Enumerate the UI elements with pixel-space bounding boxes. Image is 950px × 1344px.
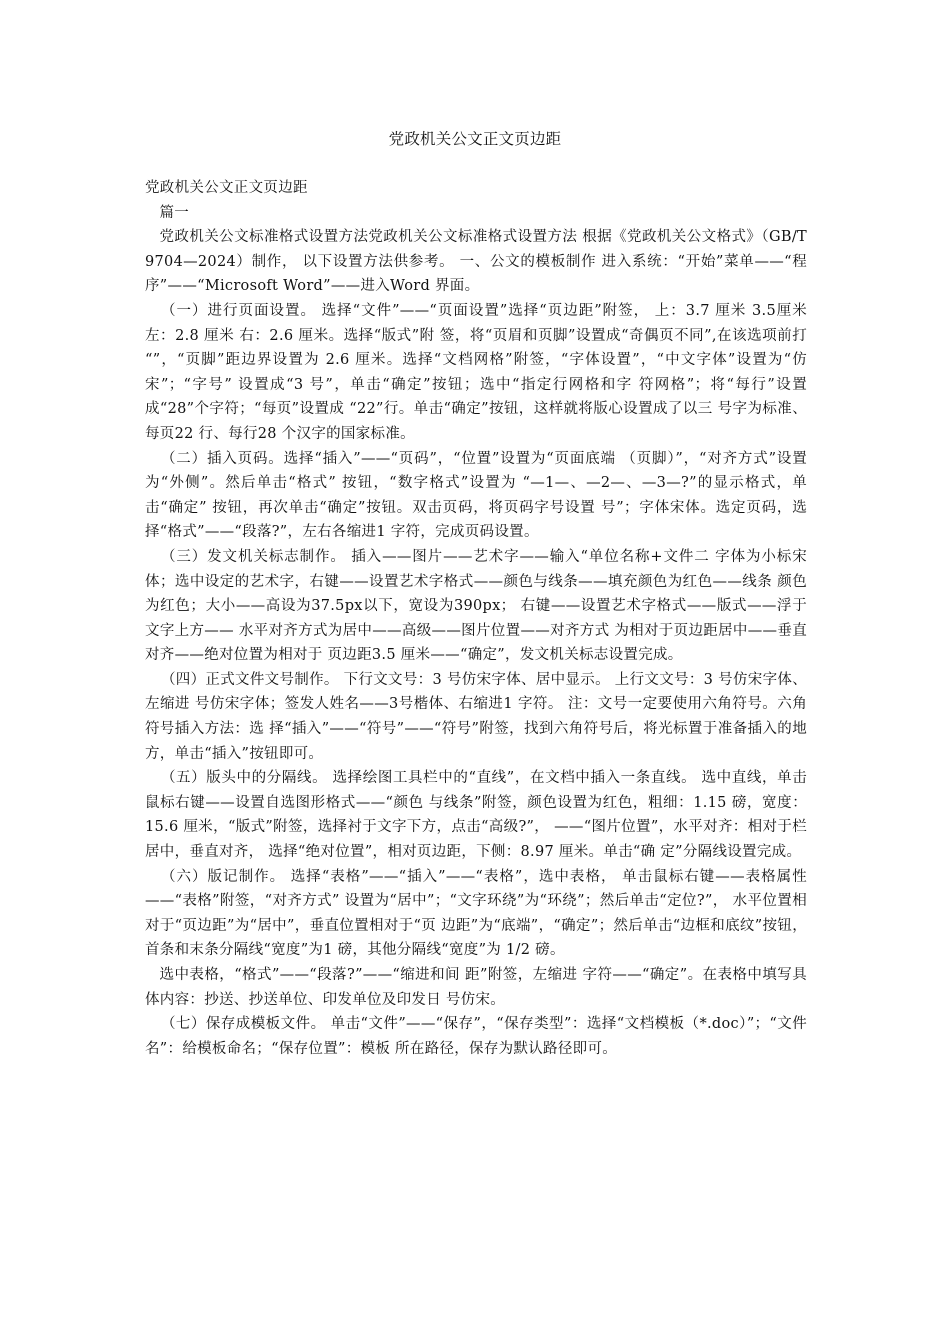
document-subtitle: 党政机关公文正文页边距 [145,180,308,196]
paragraph-save-template: （七）保存成模板文件。 单击“文件”——“保存”，“保存类型”：选择“文档模板（*.doc）”；“文件名”：给模板命名；“保存位置”：模板 所在路径，保存为默认路径即可。 [145,1016,807,1057]
part-label: 篇一 [159,204,190,221]
document-body [145,176,807,1061]
paragraph-intro: 党政机关公文标准格式设置方法党政机关公文标准格式设置方法 根据《党政机关公文格式》（GB/T 9704—2024）制作， 以下设置方法供参考。 一、公文的模板制作 进入系统：“开始”菜单——“程序”——“Microsoft Word”——进入Word 界面。 [145,229,807,295]
paragraph-separator-line: （五）版头中的分隔线。 选择绘图工具栏中的“直线”，在文档中插入一条直线。 选中直线，单击鼠标右键——设置自选图形格式——“颜色 与线条”附签，颜色设置为红色，粗细：1.15 磅，宽度：15.6 厘米，“版式”附签，选择衬于文字下方，点击“高级?”， ——“图片位置”，水平对齐：相对于栏居中，垂直对齐， 选择“绝对位置”，相对页边距，下侧：8.97 厘米。单击“确 定”分隔线设置完成。 [145,770,807,861]
paragraph-page-number: （二）插入页码。选择“插入”——“页码”，“位置”设置为“页面底端 （页脚）”，“对齐方式”设置为“外侧”。然后单击“格式” 按钮，“数字格式”设置为 “—1—、—2—、—3—?”的显示格式，单击“确定” 按钮，再次单击“确定”按钮。双击页码，将页码字号设置 号”；字体宋体。选定页码，选择“格式”——“段落?”，左右各缩进1 字符，完成页码设置。 [145,450,807,541]
paragraph-table-format: 选中表格，“格式”——“段落?”——“缩进和间 距”附签，左缩进 字符——“确定”。在表格中填写具体内容：抄送、抄送单位、印发单位及印发日 号仿宋。 [145,967,807,1008]
paragraph-document-number: （四）正式文件文号制作。 下行文文号：3 号仿宋字体、居中显示。 上行文文号：3 号仿宋字体、左缩进 号仿宋字体；签发人姓名——3号楷体、右缩进1 字符。 注：文号一定要使用六角符号。六角符号插入方法：选 择“插入”——“符号”——“符号”附签，找到六角符号后，将光标置于准备插入的地方，单击“插入”按钮即可。 [145,671,807,762]
paragraph-page-setup: （一）进行页面设置。 选择“文件”——“页面设置”选择“页边距”附签， 上：3.7 厘米 3.5厘米 左：2.8 厘米 右：2.6 厘米。选择“版式”附 签，将“页眉和页脚”设置成“奇偶页不同”,在该选项前打 “”，“页脚”距边界设置为 2.6 厘米。选择“文档网格”附签，“字体设置”，“中文字体”设置为“仿宋”；“字号” 设置成“3 号”，单击“确定”按钮；选中“指定行网格和字 符网格”；将“每行”设置成“28”个字符；“每页”设置成 “22”行。单击“确定”按钮，这样就将版心设置成了以三 号字为标准、每页22 行、每行28 个汉字的国家标准。 [145,302,807,442]
document-title: 党政机关公文正文页边距 [388,130,562,148]
paragraph-colophon: （六）版记制作。 选择“表格”——“插入”——“表格”，选中表格， 单击鼠标右键——表格属性——“表格”附签，“对齐方式” 设置为“居中”；“文字环绕”为“环绕”；然后单击“定位?”， 水平位置相对于“页边距”为“居中”，垂直位置相对于“页 边距”为“底端”，“确定”；然后单击“边框和底纹”按钮， 首条和末条分隔线“宽度”为1 磅，其他分隔线“宽度”为 1/2 磅。 [145,868,807,959]
paragraph-issuer-mark: （三）发文机关标志制作。 插入——图片——艺术字——输入“单位名称+文件二 字体为小标宋体；选中设定的艺术字，右键——设置艺术字格式——颜色与线条——填充颜色为红色——线条 颜色为红色；大小——高设为37.5px以下，宽设为390px； 右键——设置艺术字格式——版式——浮于文字上方—— 水平对齐方式为居中——高级——图片位置——对齐方式 为相对于页边距居中——垂直对齐——绝对位置为相对于 页边距3.5 厘米——“确定”，发文机关标志设置完成。 [145,548,807,664]
